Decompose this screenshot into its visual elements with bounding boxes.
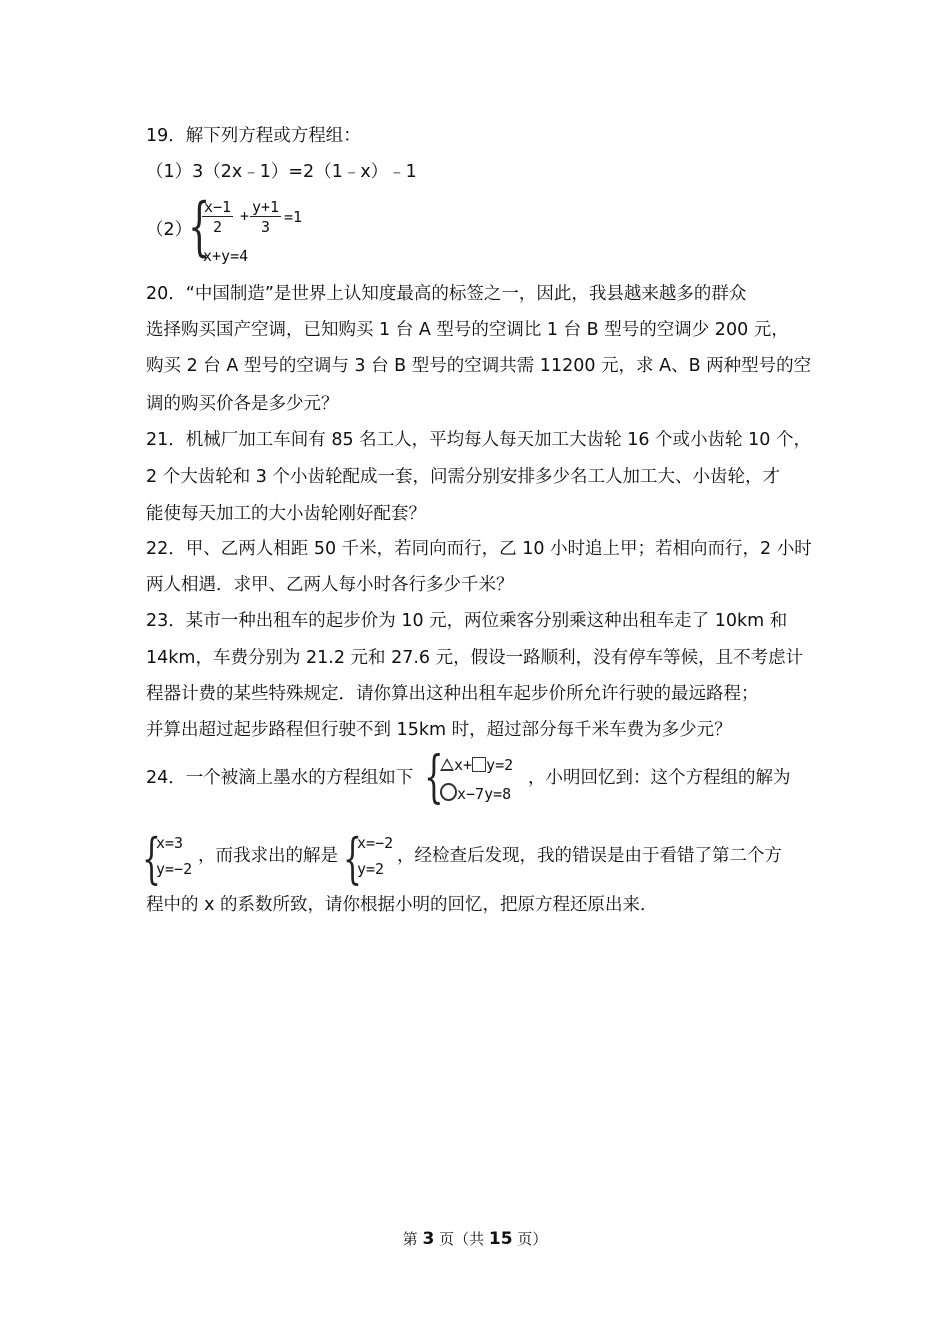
footer-prefix: 第	[402, 1230, 418, 1248]
q23-line-1: 23．某市一种出租车的起步价为 10 元，两位乘客分别乘这种出租车走了 10km 和	[146, 611, 788, 631]
q21-line-2: 2 个大齿轮和 3 个小齿轮配成一套，问需分别安排多少名工人加工大、小齿轮，才	[146, 467, 780, 487]
q21-line-1: 21．机械厂加工车间有 85 名工人，平均每人每天加工大齿轮 16 个或小齿轮 10 个，	[146, 430, 811, 450]
q19-title: 19．解下列方程或方程组：	[146, 126, 361, 146]
q19-fraction-1-denominator: 2	[213, 218, 223, 236]
q22-line-1: 22．甲、乙两人相距 50 千米，若同向而行，乙 10 小时追上甲；若相向而行，2 小时	[146, 539, 812, 559]
q19-fraction-1	[202, 198, 233, 237]
q24-solution-2-y: y=2	[357, 860, 385, 878]
q24-system-equation-2: x−7y=8	[440, 783, 511, 803]
q24-solution-1-y: y=−2	[156, 860, 193, 878]
q24-intro: 24．一个被滴上墨水的方程组如下	[146, 768, 414, 788]
q24-system-equation-1: x+ y=2	[440, 756, 513, 774]
footer-suffix: 页）	[517, 1230, 548, 1248]
ink-triangle-icon	[440, 758, 454, 771]
page-footer	[0, 1228, 950, 1249]
ink-square-icon	[472, 757, 486, 772]
q19-part2-label: （2）	[146, 220, 193, 240]
ink-circle-icon	[440, 783, 457, 801]
q24-solution-1-brace: {	[142, 827, 161, 890]
q21-line-3: 能使每天加工的大小齿轮刚好配套？	[146, 504, 426, 524]
q19-fraction-2-denominator: 3	[261, 218, 271, 236]
q19-equation-2: x+y=4	[203, 247, 249, 265]
q20-line-1: 20．“中国制造”是世界上认知度最高的标签之一，因此，我县越来越多的群众	[146, 284, 747, 304]
q24-middle-text: ，而我求出的解是	[198, 846, 338, 866]
q19-part1: （1）3（2x﹣1）=2（1﹣x）﹣1	[146, 162, 417, 182]
q24-intro-continued: ，小明回忆到：这个方程组的解为	[528, 768, 791, 788]
q23-line-2: 14km，车费分别为 21.2 元和 27.6 元，假设一路顺利，没有停车等候，且不考虑计	[146, 648, 804, 668]
q20-line-2: 选择购买国产空调，已知购买 1 台 A 型号的空调比 1 台 B 型号的空调少 200 元，	[146, 320, 789, 340]
footer-middle: 页（共	[439, 1230, 485, 1248]
q20-line-3: 购买 2 台 A 型号的空调与 3 台 B 型号的空调共需 11200 元，求 A、B 两种型号的空	[146, 356, 812, 376]
q24-solution-2-x: x=−2	[357, 834, 394, 852]
q19-equation-1-rhs: =1	[284, 208, 303, 226]
q19-system-brace: {	[188, 190, 211, 264]
q24-solution-1-x: x=3	[156, 834, 184, 852]
current-page-number: 3	[422, 1229, 435, 1249]
q24-after-text: ，经检查后发现，我的错误是由于看错了第二个方	[397, 846, 782, 866]
q24-solution-2-brace: {	[343, 827, 362, 890]
q19-fraction-2	[250, 198, 281, 237]
q23-line-4: 并算出超过起步路程但行驶不到 15km 时，超过部分每千米车费为多少元？	[146, 720, 732, 740]
q23-line-3: 程器计费的某些特殊规定．请你算出这种出租车起步价所允许行驶的最远路程；	[146, 684, 759, 704]
total-page-count: 15	[488, 1229, 513, 1249]
q20-line-4: 调的购买价各是多少元？	[146, 394, 339, 414]
q19-fraction-2-numerator: y+1	[252, 198, 280, 216]
q19-fraction-1-numerator: x−1	[204, 198, 232, 216]
q19-plus-sign: +	[240, 207, 250, 225]
q22-line-2: 两人相遇．求甲、乙两人每小时各行多少千米？	[146, 575, 514, 595]
q24-last-line: 程中的 x 的系数所致，请你根据小明的回忆，把原方程还原出来．	[146, 895, 658, 915]
q24-system-brace: {	[424, 745, 444, 810]
